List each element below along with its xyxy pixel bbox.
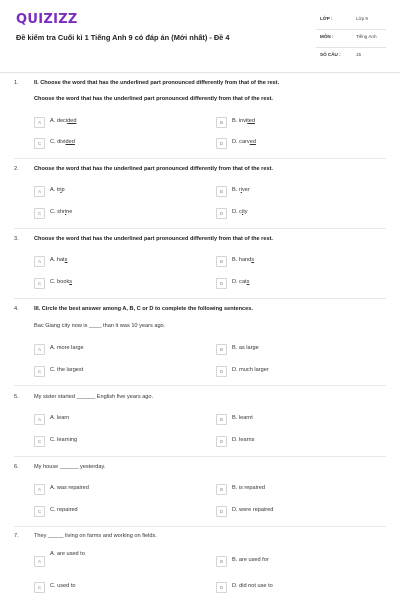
option-text: D. learns [232,437,255,443]
option-text: D. cats [232,279,250,285]
quizizz-logo: QUIZIZZ [16,12,78,27]
meta-label: MÔN : [320,34,334,39]
meta-row-subject [316,30,386,48]
meta-value: 15 [356,52,362,57]
option-letter: A [34,256,45,267]
question-prompt: They _____ living on farms and working on fields. [34,533,157,539]
option-letter: D [216,208,227,219]
option-text: C. divided [50,139,75,145]
section-heading: II. Choose the word that has the underlined part pronounced differently from that of the rest. [34,80,280,86]
question-number: 4. [14,306,19,312]
option-letter: C [34,278,45,289]
option-letter: D [216,582,227,593]
question-divider [14,158,386,159]
question-number: 3. [14,236,19,242]
question-number: 1. [14,80,19,86]
meta-value: Lớp 9 [356,16,368,21]
question-divider [14,526,386,527]
option-letter: A [34,186,45,197]
option-letter: C [34,582,45,593]
option-text: C. used to [50,583,76,589]
question-prompt: My sister started ______ English five years ago. [34,394,154,400]
meta-table [316,12,386,65]
option-letter: C [34,506,45,517]
worksheet-header [0,0,400,72]
option-letter: B [216,484,227,495]
option-text: D. city [232,209,248,215]
option-text: B. is repaired [232,485,265,491]
question-number: 6. [14,464,19,470]
option-letter: D [216,436,227,447]
option-text: D. much larger [232,367,269,373]
option-text: A. decided [50,118,77,124]
question-number: 5. [14,394,19,400]
question-prompt: Choose the word that has the underlined part pronounced differently from that of the rest. [34,166,273,172]
worksheet-title: Đề kiểm tra Cuối kì 1 Tiếng Anh 9 có đáp án (Mới nhất) - Đề 4 [16,33,230,42]
meta-value: Tiếng Anh [356,34,377,39]
option-text: A. more large [50,345,84,351]
option-text: C. learning [50,437,78,443]
option-letter: C [34,366,45,377]
option-letter: C [34,436,45,447]
option-letter: B [216,117,227,128]
option-text: C. books [50,279,73,285]
option-text: C. the largest [50,367,84,373]
option-letter: D [216,138,227,149]
option-text: A. trip [50,187,65,193]
option-text: B. are used for [232,557,269,563]
question-prompt: My house ______ yesterday. [34,464,106,470]
option-text: D. did not use to [232,583,273,589]
option-text: A. learn [50,415,70,421]
option-text: C. repaired [50,507,78,513]
option-text: B. hands [232,257,255,263]
meta-row-count [316,48,386,65]
option-letter: A [34,414,45,425]
option-letter: B [216,556,227,567]
option-letter: B [216,414,227,425]
section-heading: III. Circle the best answer among A, B, C or D to complete the following sentences. [34,306,253,312]
header-divider [0,72,400,73]
option-text: B. river [232,187,250,193]
question-divider [14,456,386,457]
option-text: D. carved [232,139,256,145]
option-text: A. was repaired [50,485,89,491]
option-letter: B [216,256,227,267]
meta-label: LỚP : [320,16,333,21]
question-divider [14,298,386,299]
question-number: 2. [14,166,19,172]
option-letter: D [216,506,227,517]
option-letter: A [34,344,45,355]
option-letter: D [216,278,227,289]
option-letter: A [34,556,45,567]
option-text: D. were repaired [232,507,274,513]
option-text: C. shrine [50,209,73,215]
option-letter: A [34,484,45,495]
meta-label: SỐ CÂU : [320,52,341,57]
option-text: B. invited [232,118,256,124]
option-letter: B [216,186,227,197]
option-letter: C [34,138,45,149]
option-text: A. are used to [50,551,85,557]
option-letter: A [34,117,45,128]
option-letter: B [216,344,227,355]
question-prompt: Choose the word that has the underlined part pronounced differently from that of the rest. [34,236,273,242]
question-divider [14,385,386,386]
option-text: B. learnt [232,415,253,421]
question-divider [14,228,386,229]
option-text: B. as large [232,345,259,351]
question-number: 7. [14,533,19,539]
option-letter: C [34,208,45,219]
option-text: A. hats [50,257,68,263]
question-prompt: Bac Giang city now is ____ than it was 10 years ago. [34,323,166,329]
option-letter: D [216,366,227,377]
question-prompt: Choose the word that has the underlined part pronounced differently from that of the rest. [34,96,273,102]
meta-row-grade [316,12,386,30]
